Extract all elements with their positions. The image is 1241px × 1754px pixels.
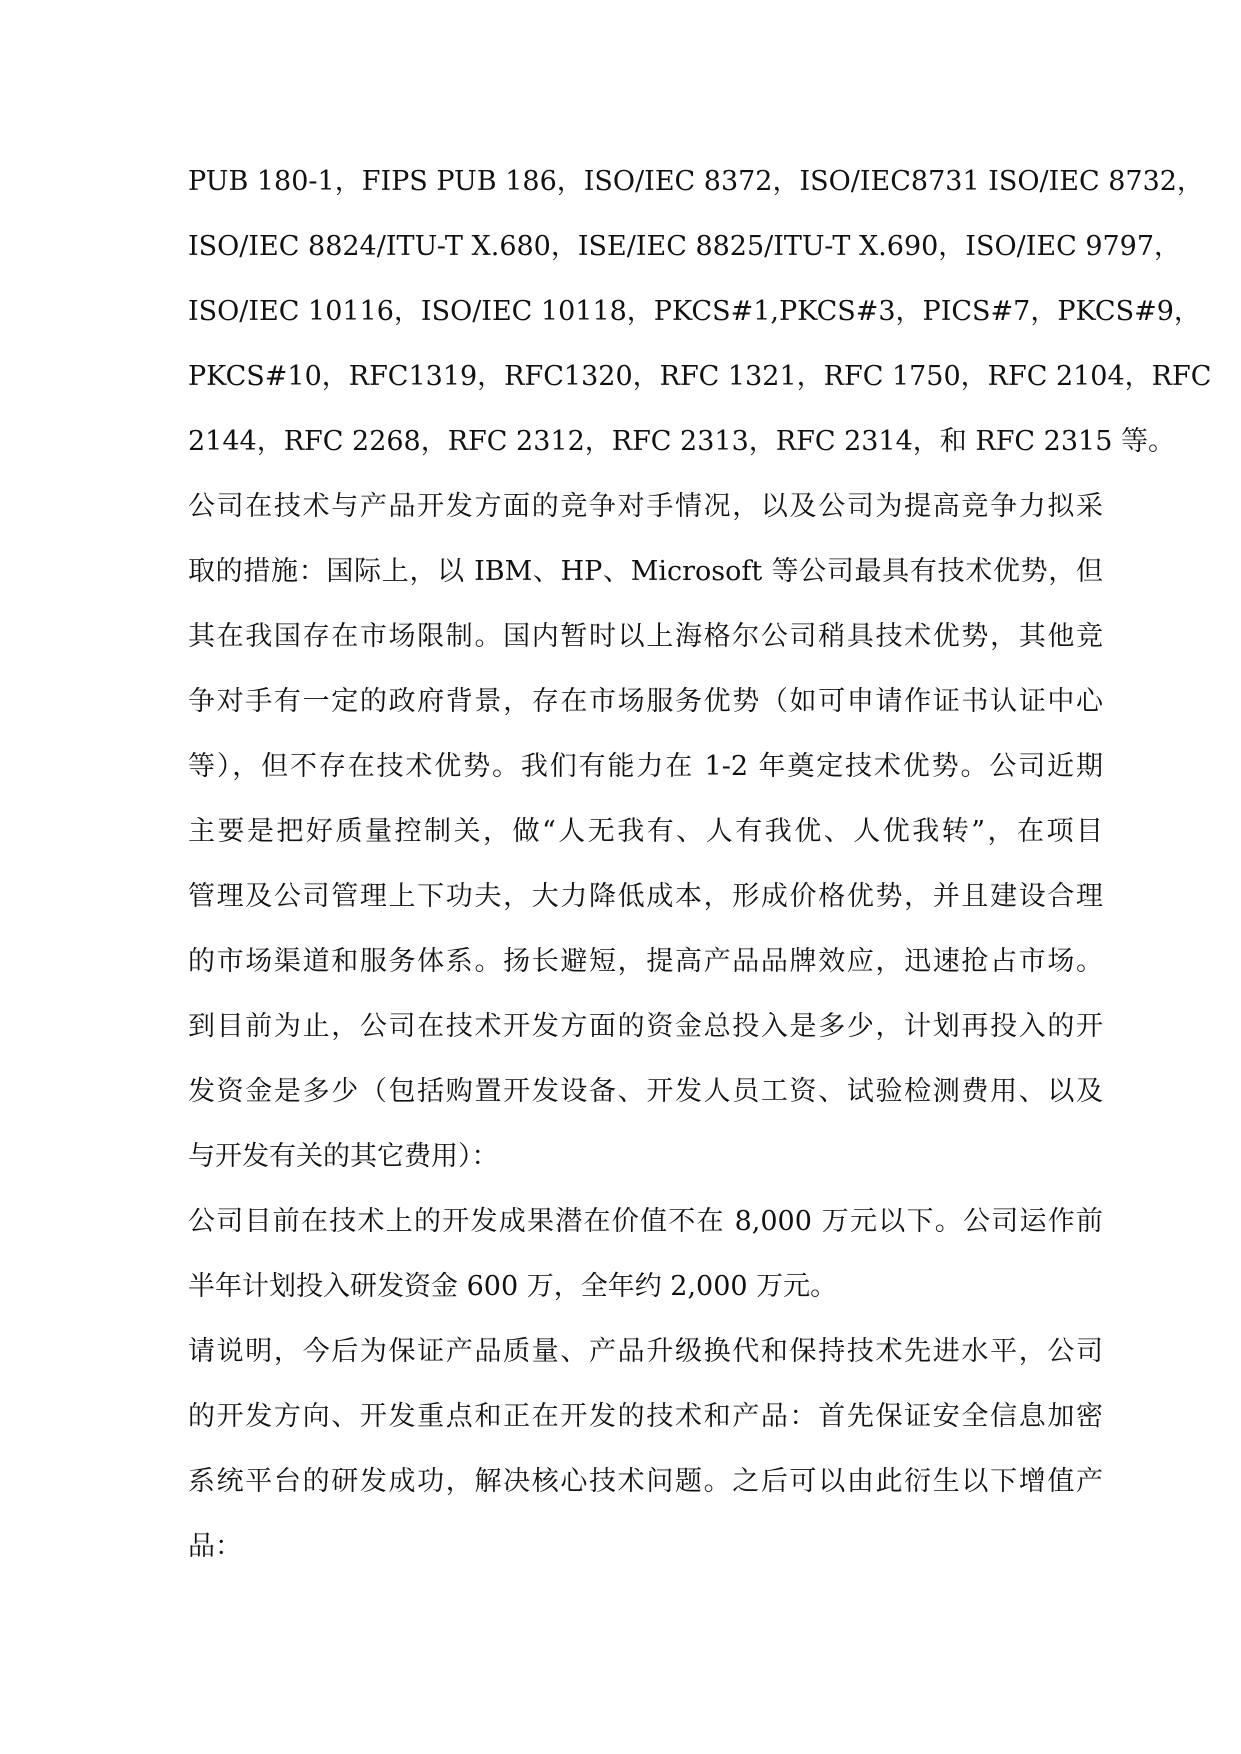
text-line: 其在我国存在市场限制。国内暂时以上海格尔公司稍具技术优势，其他竞 (188, 621, 1103, 652)
text-line: 公司目前在技术上的开发成果潜在价值不在 8,000 万元以下。公司运作前 (188, 1206, 1103, 1237)
text-line: 公司在技术与产品开发方面的竞争对手情况，以及公司为提高竞争力拟采 (188, 491, 1103, 522)
text-line: 品： (188, 1531, 242, 1562)
text-line: 2144，RFC 2268，RFC 2312，RFC 2313，RFC 2314，和 RFC 2315 等。 (188, 426, 1175, 457)
text-line: 半年计划投入研发资金 600 万，全年约 2,000 万元。 (188, 1271, 838, 1302)
text-line: 主要是把好质量控制关，做“人无我有、人有我优、人优我转”，在项目 (188, 816, 1103, 847)
text-line: 的开发方向、开发重点和正在开发的技术和产品：首先保证安全信息加密 (188, 1401, 1103, 1432)
text-line: ISO/IEC 8824/ITU-T X.680，ISE/IEC 8825/ITU-T X.690，ISO/IEC 9797， (188, 231, 1182, 262)
text-line: ISO/IEC 10116，ISO/IEC 10118，PKCS#1,PKCS#3，PICS#7，PKCS#9， (188, 296, 1201, 327)
text-line: 的市场渠道和服务体系。扬长避短，提高产品品牌效应，迅速抢占市场。 (188, 946, 1103, 977)
text-line: 取的措施：国际上，以 IBM、HP、Microsoft 等公司最具有技术优势，但 (188, 556, 1103, 587)
text-line: 发资金是多少（包括购置开发设备、开发人员工资、试验检测费用、以及 (188, 1076, 1103, 1107)
text-line: 系统平台的研发成功，解决核心技术问题。之后可以由此衍生以下增值产 (188, 1466, 1103, 1497)
text-line: PKCS#10，RFC1319，RFC1320，RFC 1321，RFC 1750，RFC 2104，RFC (188, 361, 1212, 392)
text-line: 到目前为止，公司在技术开发方面的资金总投入是多少，计划再投入的开 (188, 1011, 1103, 1042)
text-line: 争对手有一定的政府背景，存在市场服务优势（如可申请作证书认证中心 (188, 686, 1103, 717)
body-text (188, 162, 1212, 1592)
text-line: PUB 180-1，FIPS PUB 186，ISO/IEC 8372，ISO/IEC8731 ISO/IEC 8732， (188, 166, 1204, 197)
text-line: 管理及公司管理上下功夫，大力降低成本，形成价格优势，并且建设合理 (188, 881, 1103, 912)
text-line: 与开发有关的其它费用）： (188, 1141, 499, 1172)
text-line: 等），但不存在技术优势。我们有能力在 1-2 年奠定技术优势。公司近期 (188, 751, 1103, 782)
text-line: 请说明，今后为保证产品质量、产品升级换代和保持技术先进水平，公司 (188, 1336, 1103, 1367)
